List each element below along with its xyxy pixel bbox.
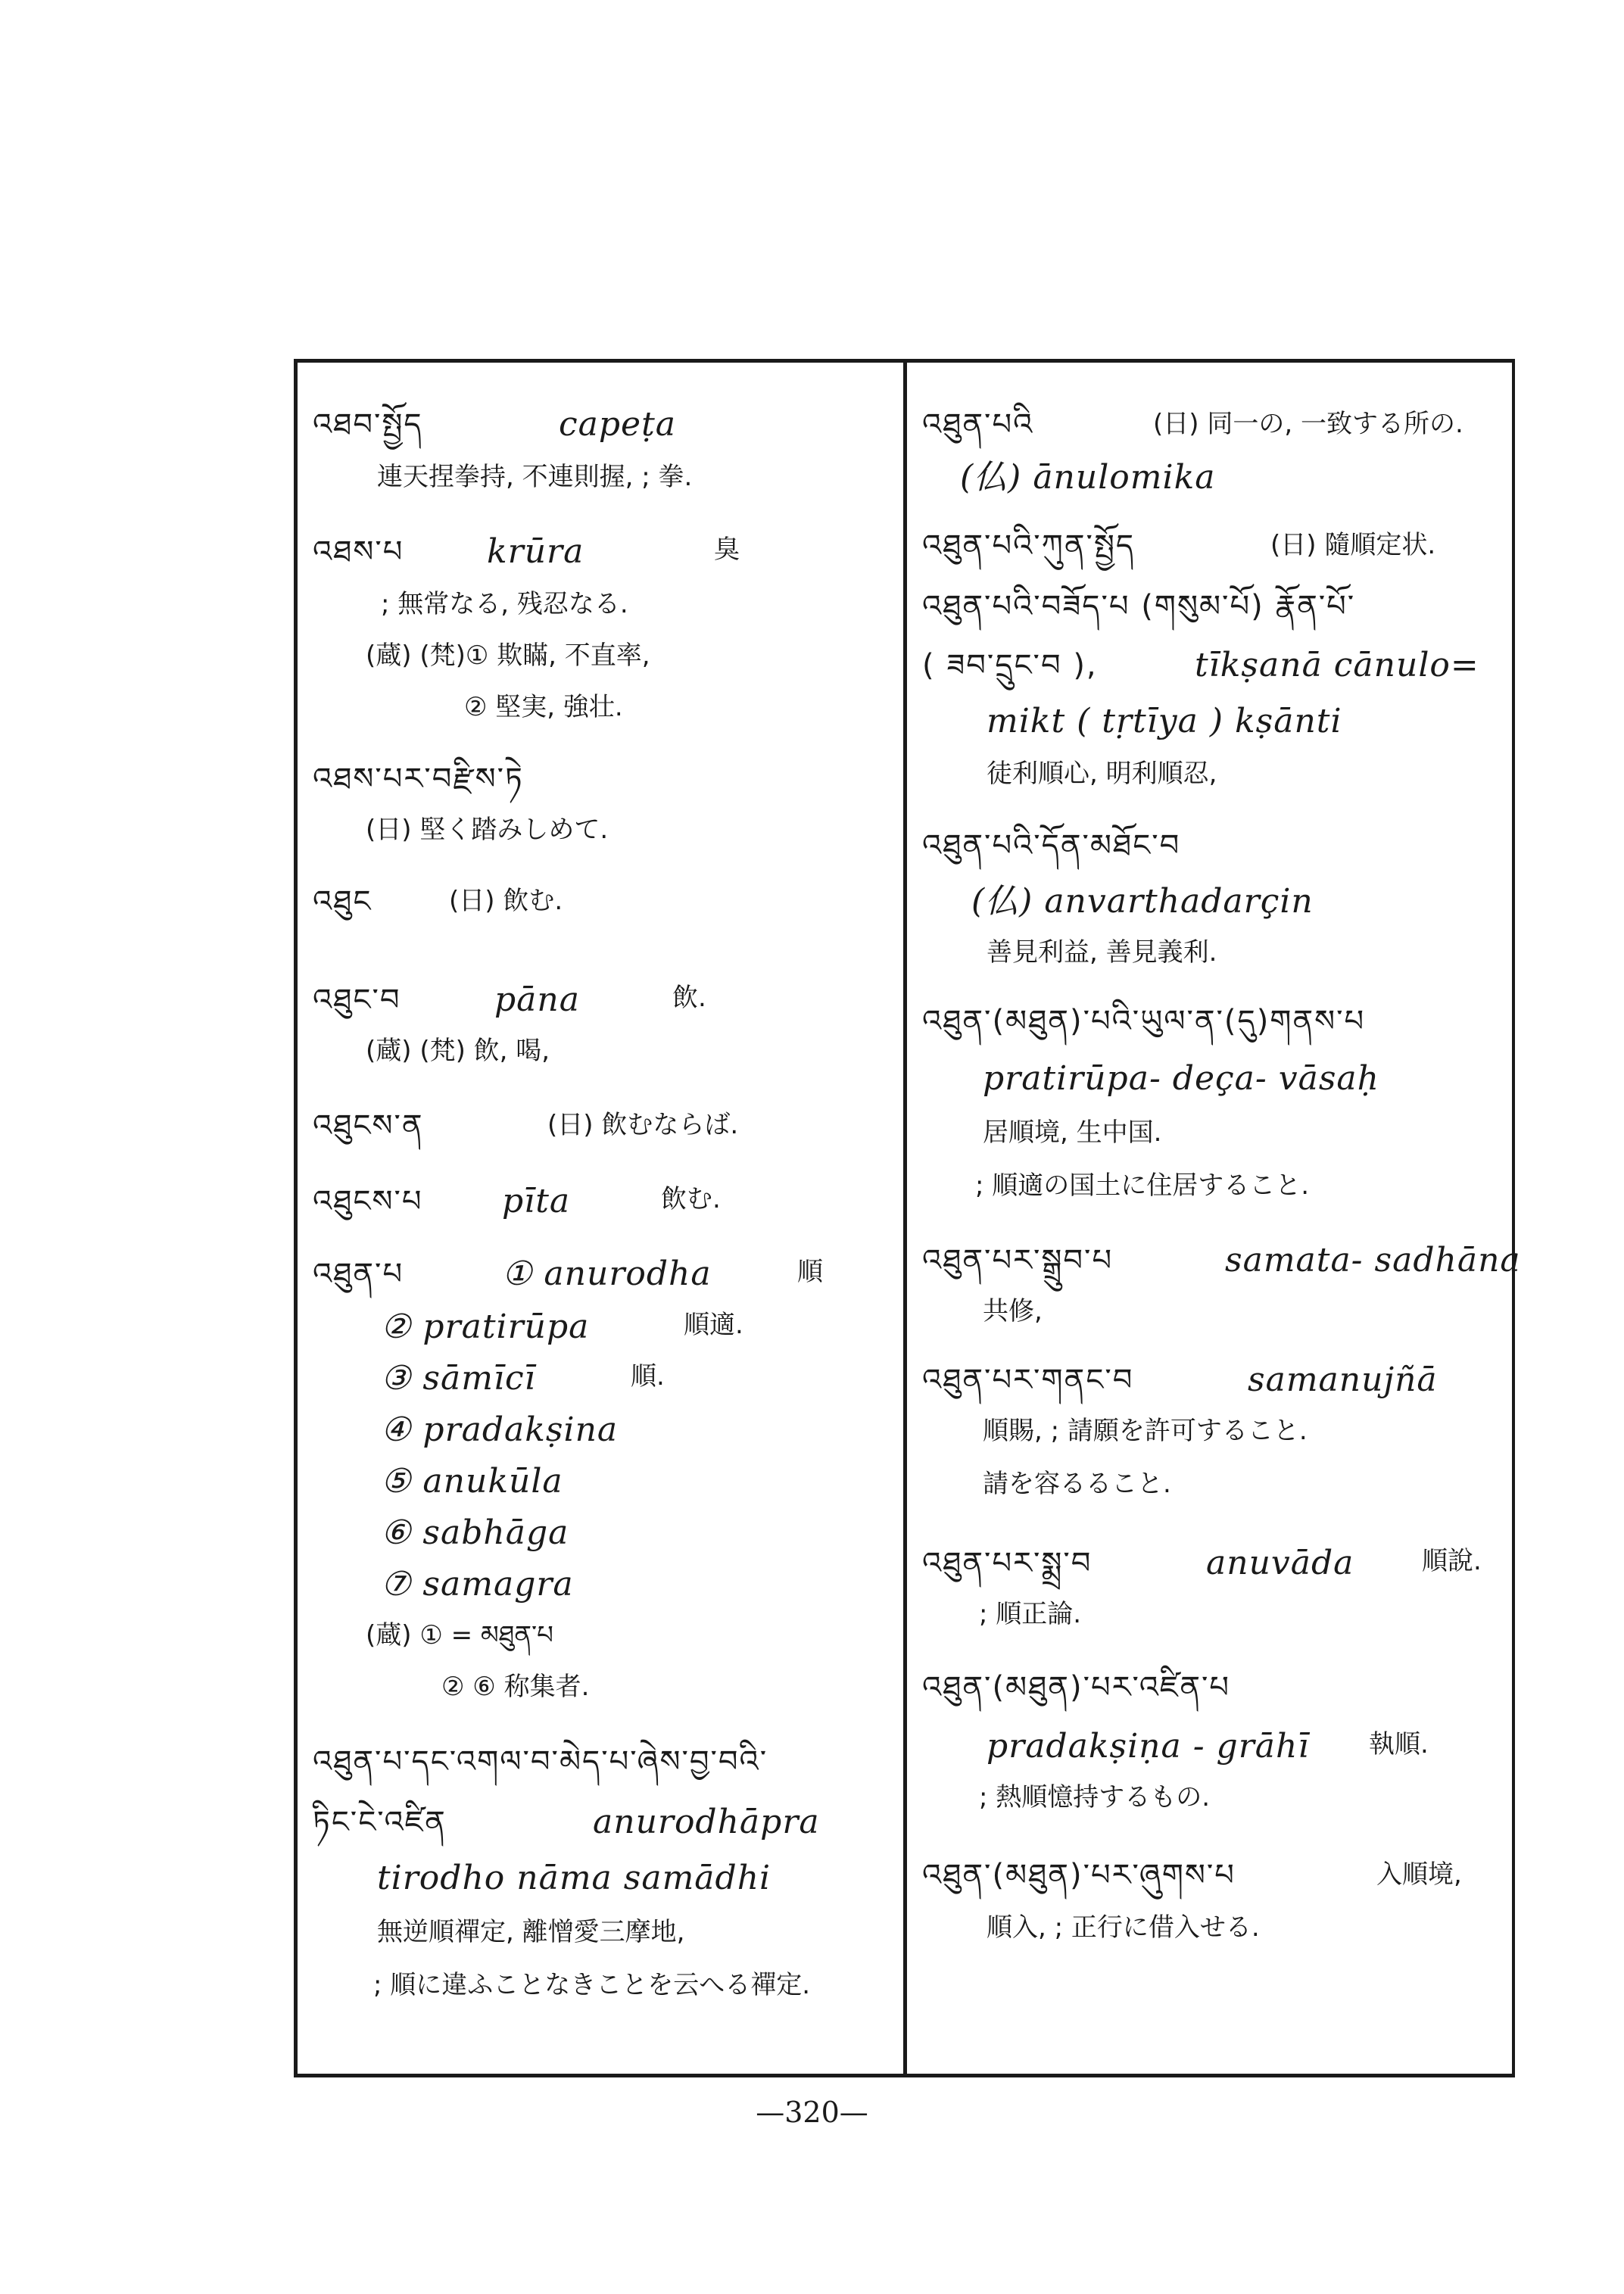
japanese-gloss: 飲. bbox=[672, 983, 706, 1013]
japanese-gloss: 徒利順心, 明利順忍, bbox=[987, 759, 1217, 789]
sanskrit-term: ⑤ anukūla bbox=[381, 1462, 563, 1501]
japanese-gloss: 順適. bbox=[684, 1310, 743, 1340]
tibetan-headword: འཐུན་(མཐུན)་པར་འཛིན་པ bbox=[922, 1670, 1231, 1705]
sanskrit-term: krūra bbox=[487, 532, 584, 571]
tibetan-headword: འཐུན་པར་སྒྲུབ་པ bbox=[922, 1243, 1114, 1278]
tibetan-headword: འཐབ་སྤྱོད bbox=[313, 407, 423, 442]
japanese-gloss: 順. bbox=[631, 1361, 665, 1392]
sanskrit-term: capeṭa bbox=[559, 405, 676, 444]
japanese-gloss: (日) 隨順定状. bbox=[1270, 530, 1436, 560]
japanese-gloss: ; 順適の国土に住居すること. bbox=[975, 1170, 1310, 1201]
tibetan-headword: འཐུན་(མཐུན)་པའི་ཡུལ་ན་(དུ)གནས་པ bbox=[922, 1004, 1366, 1039]
japanese-gloss: ; 無常なる, 残忍なる. bbox=[381, 589, 628, 619]
tibetan-headword: འཐས་པར་བརྫིས་ཏེ bbox=[313, 762, 524, 796]
left-column bbox=[298, 363, 903, 2074]
japanese-gloss: ② 堅実, 強壮. bbox=[464, 692, 623, 722]
tibetan-headword: འཐུངས་པ bbox=[313, 1184, 423, 1219]
japanese-gloss: 順 bbox=[797, 1257, 823, 1287]
tibetan-headword: འཐུན་པའི་བཟོད་པ (གསུམ་པོ) རྣོན་པོ་ bbox=[922, 589, 1356, 624]
sanskrit-term: (仏) anvarthadarçin bbox=[971, 882, 1314, 921]
sanskrit-term: ③ sāmīcī bbox=[381, 1359, 536, 1398]
sanskrit-term: ② pratirūpa bbox=[381, 1308, 590, 1346]
sanskrit-term: ⑥ sabhāga bbox=[381, 1513, 569, 1552]
sanskrit-term: ① anurodha bbox=[502, 1255, 712, 1293]
tibetan-headword: ཏིང་ངེ་འཛིན bbox=[313, 1805, 447, 1840]
japanese-gloss: (蔵) (梵) 飲, 喝, bbox=[366, 1036, 550, 1066]
japanese-gloss: (日) 堅く踏みしめて. bbox=[366, 815, 609, 845]
sanskrit-term: anuvāda bbox=[1206, 1544, 1354, 1582]
tibetan-headword: འཐུན་པ་དང་འགལ་བ་མེད་པ་ཞེས་བྱ་བའི་ bbox=[313, 1744, 768, 1779]
japanese-gloss: (日) 飲むならば. bbox=[547, 1110, 739, 1140]
tibetan-headword: ( ཟབ་དྲུང་བ ), bbox=[922, 648, 1098, 683]
sanskrit-term: pāna bbox=[494, 980, 580, 1019]
japanese-gloss: 飲む. bbox=[661, 1184, 721, 1214]
tibetan-headword: འཐུན་པའི་ཀུན་སྤྱོད bbox=[922, 528, 1136, 563]
page-number: —320— bbox=[756, 2096, 868, 2129]
japanese-gloss: 請を容るること. bbox=[983, 1469, 1171, 1499]
tibetan-headword: འཐུན་པའི་དོན་མཐོང་བ bbox=[922, 828, 1181, 863]
japanese-gloss: (蔵) ① = མཐུན་པ bbox=[366, 1620, 553, 1650]
tibetan-headword: འཐུང bbox=[313, 884, 372, 919]
sanskrit-term: tīkṣanā cānulo= bbox=[1195, 646, 1479, 684]
sanskrit-term: pradakṣiṇa - grāhī bbox=[987, 1727, 1310, 1766]
japanese-gloss: (日) 同一の, 一致する所の. bbox=[1153, 409, 1463, 439]
tibetan-headword: འཐུན་པའི bbox=[922, 407, 1034, 442]
japanese-gloss: 無逆順禪定, 離憎愛三摩地, bbox=[377, 1917, 685, 1947]
japanese-gloss: 順說. bbox=[1422, 1546, 1482, 1576]
sanskrit-term: anurodhāpra bbox=[593, 1803, 820, 1841]
japanese-gloss: (日) 飲む. bbox=[449, 886, 563, 916]
japanese-gloss: 臭 bbox=[714, 535, 740, 565]
tibetan-headword: འཐུང་བ bbox=[313, 983, 401, 1018]
sanskrit-term: pratirūpa- deça- vāsaḥ bbox=[983, 1059, 1379, 1098]
japanese-gloss: 連天捏拳持, 不連則握, ; 拳. bbox=[377, 462, 693, 492]
japanese-gloss: 居順境, 生中国. bbox=[983, 1117, 1162, 1148]
japanese-gloss: 共修, bbox=[983, 1296, 1043, 1326]
sanskrit-term: ④ pradakṣina bbox=[381, 1410, 619, 1449]
tibetan-headword: འཐུན་པར་གནང་བ bbox=[922, 1363, 1134, 1398]
sanskrit-term: (仏) ānulomika bbox=[960, 458, 1216, 497]
japanese-gloss: ; 順に違ふことなきことを云へる禪定. bbox=[373, 1970, 811, 2000]
japanese-gloss: (蔵) (梵)① 欺瞞, 不直率, bbox=[366, 641, 650, 671]
right-column bbox=[907, 363, 1521, 2074]
tibetan-headword: འཐུན་(མཐུན)་པར་ཞུགས་པ bbox=[922, 1858, 1236, 1893]
sanskrit-term: samata- sadhāna bbox=[1225, 1241, 1521, 1279]
japanese-gloss: ; 順正論. bbox=[979, 1599, 1082, 1629]
japanese-gloss: 順賜, ; 請願を許可すること. bbox=[983, 1416, 1308, 1446]
sanskrit-term: ⑦ samagra bbox=[381, 1565, 574, 1604]
japanese-gloss: 執順. bbox=[1369, 1729, 1429, 1759]
sanskrit-term: tirodho nāma samādhi bbox=[377, 1859, 771, 1897]
sanskrit-term: mikt ( tṛtīya ) kṣānti bbox=[987, 702, 1342, 740]
tibetan-headword: འཐུངས་ན bbox=[313, 1108, 424, 1143]
tibetan-headword: འཐུན་པ bbox=[313, 1257, 404, 1292]
japanese-gloss: 善見利益, 善見義利. bbox=[987, 937, 1217, 968]
japanese-gloss: ② ⑥ 称集者. bbox=[441, 1672, 590, 1702]
japanese-gloss: 順入, ; 正行に借入せる. bbox=[987, 1912, 1260, 1943]
dictionary-frame bbox=[294, 359, 1521, 2077]
japanese-gloss: 入順境, bbox=[1376, 1859, 1462, 1890]
sanskrit-term: pīta bbox=[502, 1182, 571, 1220]
japanese-gloss: ; 熱順憶持するもの. bbox=[979, 1782, 1211, 1812]
sanskrit-term: samanujñā bbox=[1248, 1361, 1438, 1399]
tibetan-headword: འཐུན་པར་སྨྲ་བ bbox=[922, 1546, 1093, 1581]
tibetan-headword: འཐས་པ bbox=[313, 535, 404, 569]
